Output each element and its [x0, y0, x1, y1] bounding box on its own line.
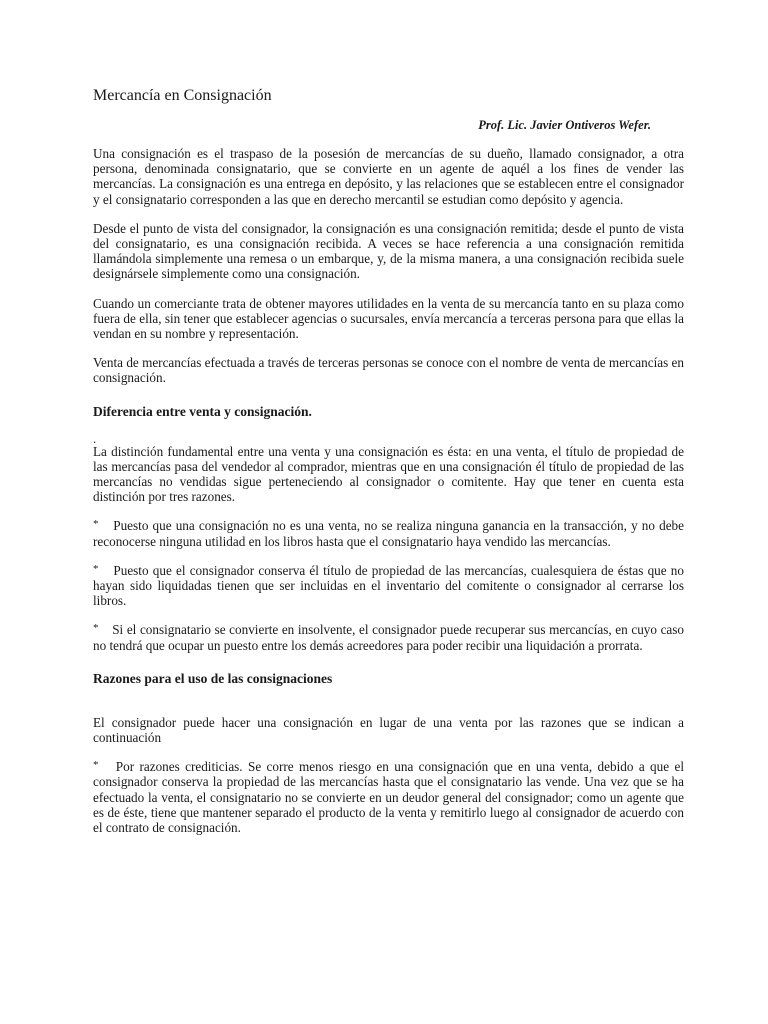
asterisk-bullet-icon: * — [93, 622, 99, 635]
bullet-text: Puesto que una consignación no es una venta, no se realiza ninguna ganancia en la transacción, y no debe reconocerse ninguna utilidad en los libros hasta que el consignatario haya vendido las mercancías. — [93, 518, 684, 549]
spacer — [93, 701, 684, 715]
section-heading-diferencia: Diferencia entre venta y consignación. — [93, 403, 312, 419]
stray-dot: . — [93, 430, 97, 446]
asterisk-bullet-icon: * — [93, 759, 99, 772]
bullet-text: Por razones crediticias. Se corre menos riesgo en una consignación que en una venta, debido a que el consignador conserva la propiedad de las mercancías hasta que el consignatario las vende. Una vez que se ha efectuado la venta, el consignatario no se convierte en un deudor general del consignador; como un agente que es de éste, tiene que mantener separado el producto de la venta y remitirlo luego al consignador de acuerdo con el contrato de consignación. — [93, 759, 684, 836]
section1-bullet-2 — [93, 563, 684, 609]
intro-paragraph-3: Cuando un comerciante trata de obtener mayores utilidades en la venta de su mercancía tanto en su plaza como fuera de ella, sin tener que establecer agencias o sucursales, envía mercancía a terceras persona para que ellas la vendan en su nombre y representación. — [93, 295, 684, 342]
asterisk-bullet-icon: * — [93, 562, 99, 575]
author-line: Prof. Lic. Javier Ontiveros Wefer. — [478, 118, 651, 132]
document-page — [93, 86, 684, 849]
intro-paragraph-1: Una consignación es el traspaso de la posesión de mercancías de su dueño, llamado consignador, a otra persona, denominada consignatario, que se convierte en un agente de aquél a los fines de vender las mercancías. La consignación es una entrega en depósito, y las relaciones que se establecen entre el consignador y el consignatario corresponden a las que en derecho mercantil se estudian como depósito y agencia. — [93, 146, 684, 207]
section1-bullet-1 — [93, 518, 684, 548]
bullet-text: Puesto que el consignador conserva él título de propiedad de las mercancías, cualesquiera de éstas que no hayan sido liquidadas tienen que ser incluidas en el inventario del comitente o consignador al cerrarse los libros. — [93, 562, 684, 609]
section-heading-razones: Razones para el uso de las consignaciones — [93, 670, 333, 686]
section1-paragraph: La distinción fundamental entre una venta y una consignación es ésta: en una venta, el título de propiedad de las mercancías pasa del vendedor al comprador, mientras que en una consignación él título de propiedad de las mercancías no vendidas sigue perteneciendo al consignador o comitente. Hay que tener en cuenta esta distinción por tres razones. — [93, 443, 684, 505]
document-title: Mercancía en Consignación — [93, 87, 272, 104]
section2-paragraph: El consignador puede hacer una consignación en lugar de una venta por las razones que se indican a continuación — [93, 714, 684, 746]
intro-paragraph-2: Desde el punto de vista del consignador, la consignación es una consignación remitida; desde el punto de vista del consignatario, es una consignación recibida. A veces se hace referencia a una consignación remitida llamándola simplemente una remesa o un embarque, y, de la misma manera, a una consignación recibida suele designársele simplemente como una consignación. — [93, 220, 684, 282]
section1-bullet-3 — [93, 622, 684, 652]
section2-bullet-1 — [93, 759, 684, 835]
bullet-text: Si el consignatario se convierte en insolvente, el consignador puede recuperar sus mercancías, en cuyo caso no tendrá que ocupar un puesto entre los demás acreedores para poder recibir una liquidación a prorrata. — [93, 622, 685, 653]
asterisk-bullet-icon: * — [93, 518, 99, 531]
intro-paragraph-4: Venta de mercancías efectuada a través de terceras personas se conoce con el nombre de venta de mercancías en consignación. — [93, 355, 684, 386]
